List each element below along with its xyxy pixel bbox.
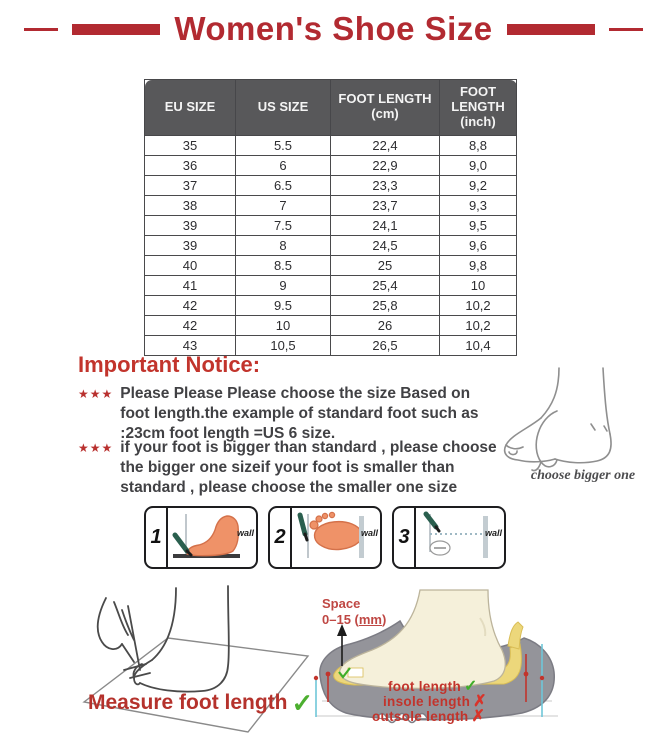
title-rule-left-thick [72,24,160,35]
table-cell: 42 [145,315,236,335]
table-cell: 22,4 [331,135,440,155]
table-cell: 41 [145,275,236,295]
measurement-label-insole-length: insole length ✗ [383,693,487,710]
measure-caption-text: Measure foot length [88,691,288,714]
table-cell: 8 [236,235,331,255]
table-cell: 24,1 [331,215,440,235]
table-cell: 10,2 [440,295,517,315]
table-cell: 39 [145,235,236,255]
table-row [145,255,517,275]
table-cell: 25 [331,255,440,275]
table-cell: 26,5 [331,335,440,355]
measurement-label-outsole-length: outsole length ✗ [372,708,486,725]
table-cell: 23,7 [331,195,440,215]
table-cell: 9,6 [440,235,517,255]
table-cell: 42 [145,295,236,315]
table-cell: 9,0 [440,155,517,175]
table-cell: 9 [236,275,331,295]
step-number: 2 [270,508,292,567]
table-cell: 9,5 [440,215,517,235]
measure-step-panel-1 [144,506,258,569]
table-cell: 7.5 [236,215,331,235]
table-row [145,295,517,315]
table-body [145,135,517,355]
wall-label: wall [360,528,378,538]
table-cell: 10,5 [236,335,331,355]
notice-heading: Important Notice: [78,352,261,377]
table-cell: 39 [145,215,236,235]
table-cell: 10 [236,315,331,335]
table-cell: 8,8 [440,135,517,155]
table-cell: 5.5 [236,135,331,155]
table-cell: 25,4 [331,275,440,295]
notice-text: Please Please Please choose the size Based on foot length.the example of standard foot such as :23cm foot length =US 6 size. [120,385,479,442]
table-header-cell: FOOT LENGTH (inch) [440,80,517,136]
measure-step-panel-2 [268,506,382,569]
table-cell: 9,8 [440,255,517,275]
space-range: 0–15 (mm) [322,612,387,628]
table-header-cell: EU SIZE [145,80,236,136]
size-table [144,79,517,356]
table-cell: 26 [331,315,440,335]
table-row [145,235,517,255]
measurement-label-foot-length: foot length ✓ [388,678,478,695]
measure-step-panel-3 [392,506,506,569]
table-cell: 38 [145,195,236,215]
table-cell: 24,5 [331,235,440,255]
table-header-cell: US SIZE [236,80,331,136]
title-bar [0,10,667,48]
table-row [145,315,517,335]
stars-icon: ★★★ [78,441,114,455]
table-row [145,155,517,175]
table-cell: 6 [236,155,331,175]
table-cell: 22,9 [331,155,440,175]
step-number: 1 [146,508,168,567]
page-title: Women's Shoe Size [174,10,493,47]
foot-tape-sketch-icon [497,366,645,474]
table-cell: 6.5 [236,175,331,195]
notice-item [78,384,498,443]
table-row [145,195,517,215]
table-cell: 25,8 [331,295,440,315]
cross-icon: ✗ [473,693,487,710]
measure-caption [88,688,313,719]
title-rule-right-thick [507,24,595,35]
table-row [145,215,517,235]
wall-label: wall [236,528,254,538]
table-cell: 9,2 [440,175,517,195]
table-cell: 9,3 [440,195,517,215]
table-cell: 35 [145,135,236,155]
table-cell: 10 [440,275,517,295]
table-cell: 10,4 [440,335,517,355]
table-cell: 8.5 [236,255,331,275]
table-cell: 36 [145,155,236,175]
table-cell: 9.5 [236,295,331,315]
notice-text: if your foot is bigger than standard , please choose the bigger one sizeif your foot is smaller than standard , please choose the smaller one size [120,439,497,496]
table-header-cell: FOOT LENGTH (cm) [331,80,440,136]
space-word: Space [322,596,361,611]
table-row [145,275,517,295]
table-cell: 7 [236,195,331,215]
table-row [145,175,517,195]
wall-label: wall [484,528,502,538]
table-cell: 40 [145,255,236,275]
space-annotation [322,596,386,629]
table-cell: 43 [145,335,236,355]
check-icon: ✓ [291,688,314,718]
sketch-caption: choose bigger one [530,468,636,483]
table-header-row [145,80,517,136]
table-row [145,135,517,155]
step-number: 3 [394,508,416,567]
title-rule-left-thin [24,28,58,31]
table-cell: 10,2 [440,315,517,335]
table-cell: 23,3 [331,175,440,195]
stars-icon: ★★★ [78,387,114,401]
table-cell: 37 [145,175,236,195]
notice-item [78,438,498,497]
check-icon: ✓ [464,678,478,695]
cross-icon: ✗ [471,708,486,725]
title-rule-right-thin [609,28,643,31]
